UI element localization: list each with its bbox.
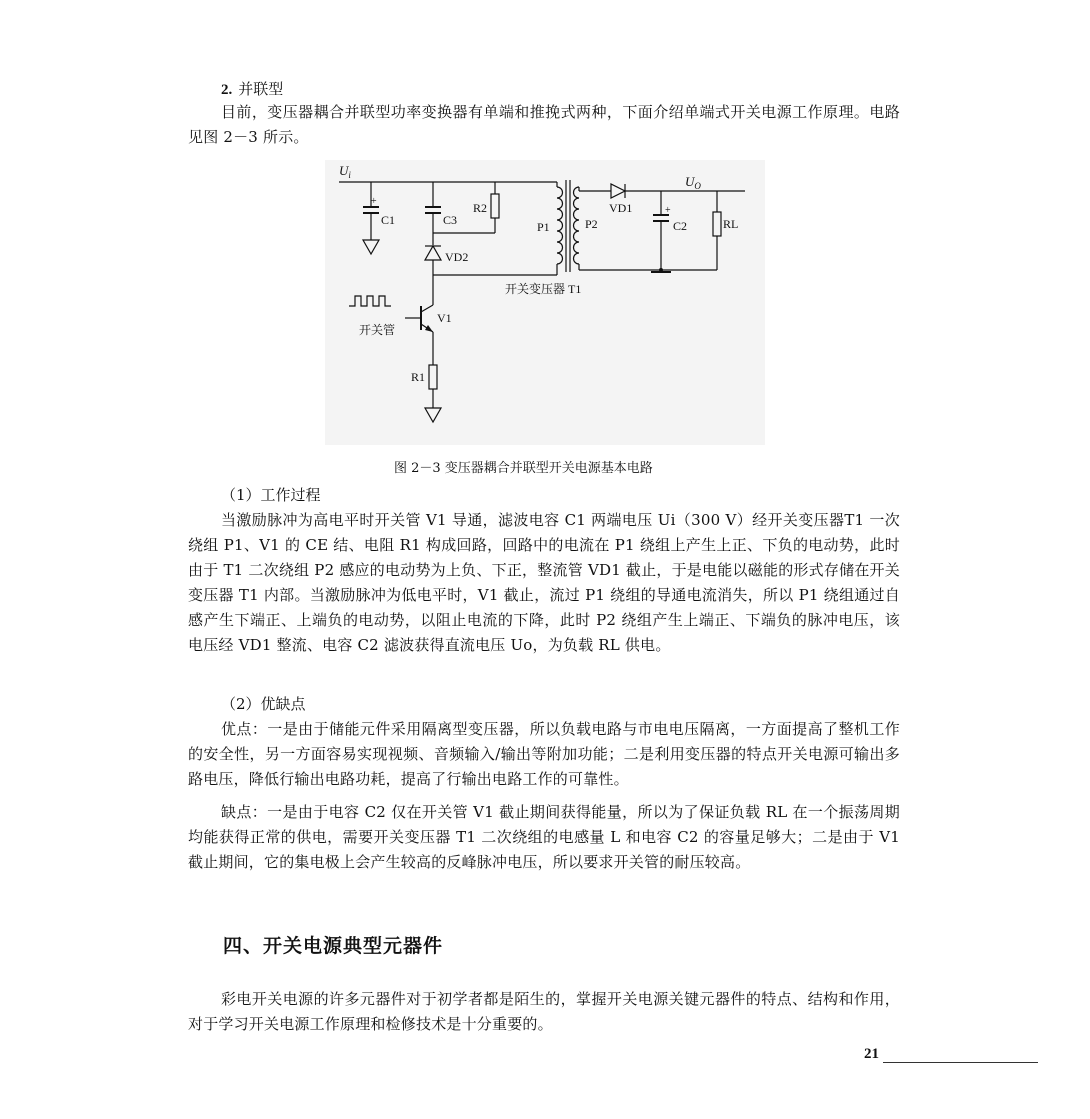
label-v1: V1 [437,311,452,325]
section-four-title: 四、开关电源典型元器件 [223,935,444,957]
label-transformer: 开关变压器 T1 [505,282,582,296]
label-rl: RL [723,217,739,231]
label-c2: C2 [673,219,688,233]
label-c3: C3 [443,213,458,227]
heading-number: 2. [221,82,233,98]
subsection-heading [221,78,283,99]
label-p2: P2 [585,217,598,231]
label-switch: 开关管 [359,323,396,337]
pros-paragraph: 优点：一是由于储能元件采用隔离型变压器，所以负载电路与市电电压隔离，一方面提高了整机工作的安全性，另一方面容易实现视频、音频输入/输出等附加功能；二是利用变压器的特点开关电源可输出多路电压，降低行输出电路功耗，提高了行输出电路工作的可靠性。 [188,720,900,788]
figure-caption: 图 2－3 变压器耦合并联型开关电源基本电路 [394,461,653,476]
c2-plus: + [665,205,671,216]
label-vd1: VD1 [609,201,633,215]
label-r1: R1 [411,370,426,384]
label-p1: P1 [537,220,550,234]
label-r2: R2 [473,201,488,215]
label-vd2: VD2 [445,250,469,264]
section-four-paragraph: 彩电开关电源的许多元器件对于初学者都是陌生的，掌握开关电源关键元器件的特点、结构和作用，对于学习开关电源工作原理和检修技术是十分重要的。 [188,990,900,1033]
section1-title: （1）工作过程 [221,486,321,504]
heading-title: 并联型 [238,80,284,98]
figure-background [325,160,765,445]
cons-paragraph: 缺点：一是由于电容 C2 仅在开关管 V1 截止期间获得能量，所以为了保证负载 RL 在一个振荡周期均能获得正常的供电，需要开关变压器 T1 二次绕组的电感量 L 和电容 C2 的容量足够大；二是由于 V1 截止期间，它的集电极上会产生较高的反峰脉冲电压，所以要求开关管的耐压较高。 [188,803,900,871]
section2-title: （2）优缺点 [221,695,306,713]
circuit-figure [325,160,765,445]
page-number-rule [883,1062,1038,1063]
label-ui: $U_i$ [339,163,351,180]
label-c1: C1 [381,213,396,227]
label-uo: $U_O$ [685,174,701,191]
c1-plus: + [371,196,377,207]
intro-paragraph: 目前，变压器耦合并联型功率变换器有单端和推挽式两种，下面介绍单端式开关电源工作原理。电路见图 2－3 所示。 [188,103,900,146]
section1-paragraph: 当激励脉冲为高电平时开关管 V1 导通，滤波电容 C1 两端电压 Ui（300 V）经开关变压器T1 一次绕组 P1、V1 的 CE 结、电阻 R1 构成回路，回路中的电流在 P1 绕组上产生上正、下负的电动势，此时由于 T1 二次绕组 P2 感应的电动势为上负、下正，整流管 VD1 截止，于是电能以磁能的形式存储在开关变压器 T1 内部。当激励脉冲为低电平时，V1 截止，流过 P1 绕组的导通电流消失，所以 P1 绕组通过自感产生下端正、上端负的电动势，以阻止电流的下降，此时 P2 绕组产生上端正、下端负的脉冲电压，该电压经 VD1 整流、电容 C2 滤波获得直流电压 Uo，为负载 RL 供电。 [188,511,900,654]
circuit-diagram [325,160,765,445]
page-number: 21 [864,1046,879,1062]
